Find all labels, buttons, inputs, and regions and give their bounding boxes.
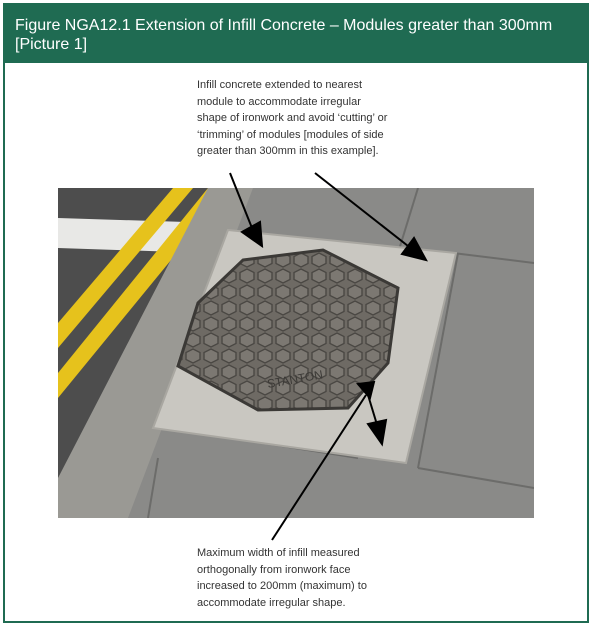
top-annotation-line: Infill concrete extended to nearest bbox=[197, 79, 363, 91]
top-annotation-line: greater than 300mm in this example]. bbox=[197, 145, 379, 157]
top-annotation bbox=[197, 77, 427, 160]
cover-lettering: STANTON bbox=[266, 367, 324, 391]
bottom-annotation-line: accommodate irregular shape. bbox=[197, 596, 346, 609]
bottom-annotation-line: orthogonally from ironwork face bbox=[197, 563, 351, 576]
top-annotation-line: shape of ironwork and avoid ‘cutting’ or bbox=[197, 112, 388, 124]
top-annotation-line: module to accommodate irregular bbox=[197, 95, 361, 108]
figure-header bbox=[5, 5, 587, 63]
figure-title: Figure NGA12.1 Extension of Infill Concrete – Modules greater than 300mm bbox=[15, 17, 553, 34]
bottom-annotation-line: increased to 200mm (maximum) to bbox=[197, 580, 367, 592]
top-annotation-line: ‘trimming’ of modules [modules of side bbox=[197, 128, 384, 141]
manhole-photo bbox=[58, 188, 534, 518]
bottom-annotation bbox=[197, 545, 427, 611]
figure-subtitle: [Picture 1] bbox=[15, 36, 88, 53]
bottom-annotation-line: Maximum width of infill measured bbox=[197, 547, 360, 559]
